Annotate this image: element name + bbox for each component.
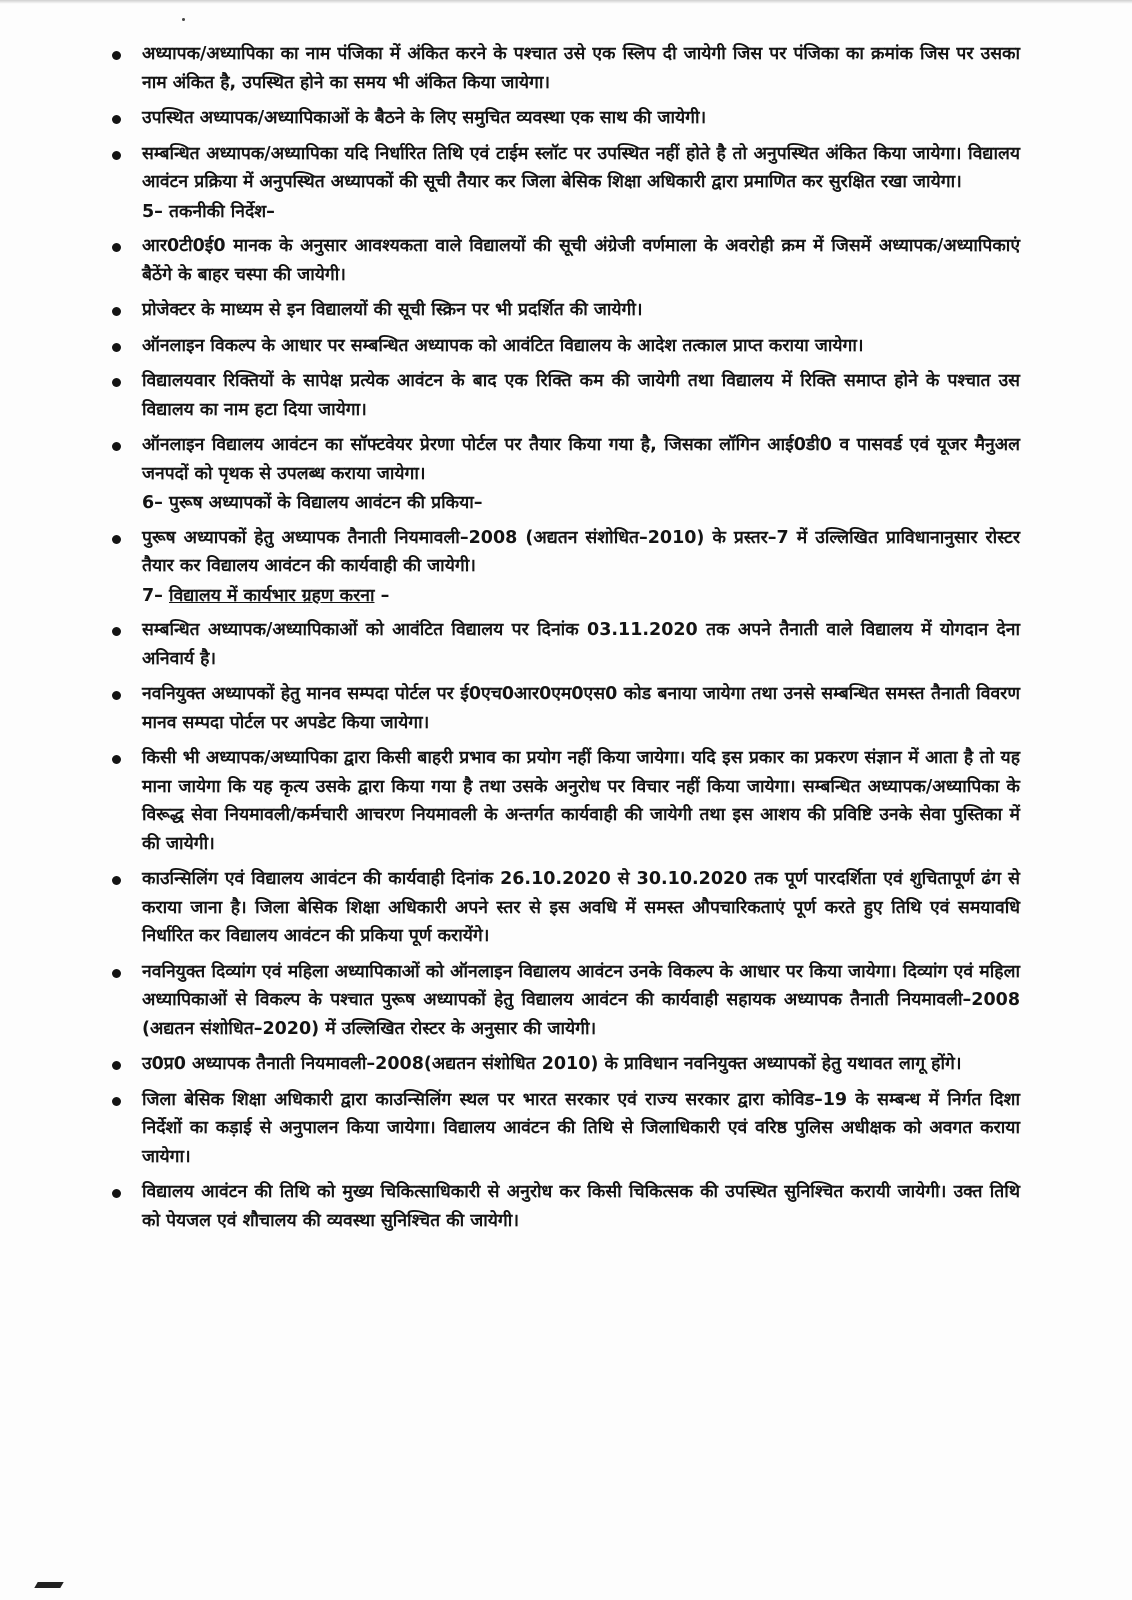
- list-item-text: प्रोजेक्टर के माध्यम से इन विद्यालयों की सूची स्क्रिन पर भी प्रदर्शित की जायेगी।: [142, 300, 643, 320]
- list-item-text: विद्यालय आवंटन की तिथि को मुख्य चिकित्साधिकारी से अनुरोध कर किसी चिकित्सक की उपस्थित सुनिश्चित करायी जायेगी। उक्त तिथि को पेयजल एवं शौचालय की व्यवस्था सुनिश्चित की जायेगी।: [142, 1182, 1020, 1231]
- list-item-text: पुरूष अध्यापकों हेतु अध्यापक तैनाती नियमावली–2008 (अद्यतन संशोधित–2010) के प्रस्तर–7 में उल्लिखित प्राविधानानुसार रोस्टर तैयार कर विद्यालय आवंटन की कार्यवाही की जायेगी।: [142, 527, 1020, 576]
- bullet-icon: [112, 1097, 121, 1106]
- list-item-text: विद्यालयवार रिक्तियों के सापेक्ष प्रत्येक आवंटन के बाद एक रिक्ति कम की जायेगी तथा विद्यालय में रिक्ति समाप्त होने के पश्चात उस विद्यालय का नाम हटा दिया जायेगा।: [142, 371, 1020, 420]
- bullet-icon: [112, 1189, 121, 1198]
- list-item: [112, 332, 1020, 361]
- list-item-text: उ0प्र0 अध्यापक तैनाती नियमावली–2008(अद्यतन संशोधित 2010) के प्राविधान नवनियुक्त अध्यापकों हेतु यथावत लागू होंगे।: [142, 1054, 962, 1074]
- list-item-text: नवनियुक्त दिव्यांग एवं महिला अध्यापिकाओं को ऑनलाइन विद्यालय आवंटन उनके विकल्प के आधार पर किया जायेगा। दिव्यांग एवं महिला अध्यापिकाओं से विकल्प के पश्चात पुरूष अध्यापकों हेतु विद्यालय आवंटन की कार्यवाही सहायक अध्यापक तैनाती नियमावली–2008 (अद्यतन संशोधित–2020) में उल्लिखित रोस्टर के अनुसार की जायेगी।: [142, 961, 1020, 1039]
- list-item: [112, 431, 1020, 488]
- list-item: [112, 296, 1020, 325]
- heading-7-title: विद्यालय में कार्यभार ग्रहण करना: [169, 585, 375, 606]
- bullet-icon: [112, 876, 121, 885]
- list-item: [112, 680, 1020, 737]
- bullet-icon: [112, 691, 121, 700]
- section-heading-5: 5– तकनीकी निर्देश–: [142, 201, 275, 222]
- list-item-text: किसी भी अध्यापक/अध्यापिका द्वारा किसी बाहरी प्रभाव का प्रयोग नहीं किया जायेगा। यदि इस प्रकार का प्रकरण संज्ञान में आता है तो यह माना जायेगा कि यह कृत्य उसके द्वारा किया गया है तथा उसके अनुरोध पर विचार नहीं किया जायेगा। सम्बन्धित अध्यापक/अध्यापिका के विरूद्ध सेवा नियमावली/कर्मचारी आचरण नियमावली के अन्तर्गत कार्यवाही की जायेगी तथा इस आशय की प्रविष्टि उनके सेवा पुस्तिका में की जायेगी।: [142, 748, 1020, 854]
- heading-7-dash: –: [374, 585, 390, 606]
- bullet-icon: [112, 627, 121, 636]
- bullet-icon: [112, 442, 121, 451]
- scan-speck: [182, 18, 185, 21]
- scan-corner-mark: [34, 1582, 63, 1588]
- list-item: [112, 140, 1020, 197]
- list-item-text: उपस्थित अध्यापक/अध्यापिकाओं के बैठने के लिए समुचित व्यवस्था एक साथ की जायेगी।: [142, 108, 707, 128]
- list-item-text: सम्बन्धित अध्यापक/अध्यापिका यदि निर्धारित तिथि एवं टाईम स्लॉट पर उपस्थित नहीं होते है तो अनुपस्थित अंकित किया जायेगा। विद्यालय आवंटन प्रक्रिया में अनुपस्थित अध्यापकों की सूची तैयार कर जिला बेसिक शिक्षा अधिकारी द्वारा प्रमाणित कर सुरक्षित रखा जायेगा।: [142, 143, 1020, 192]
- bullet-icon: [112, 343, 121, 352]
- bullet-icon: [112, 378, 121, 387]
- heading-7-number: 7–: [142, 585, 170, 606]
- bullet-icon: [112, 243, 121, 252]
- bullet-icon: [112, 307, 121, 316]
- list-item-text: जिला बेसिक शिक्षा अधिकारी द्वारा काउन्सिलिंग स्थल पर भारत सरकार एवं राज्य सरकार द्वारा कोविड–19 के सम्बन्ध में निर्गत दिशा निर्देशों का कड़ाई से अनुपालन किया जायेगा। विद्यालय आवंटन की तिथि से जिलाधिकारी एवं वरिष्ठ पुलिस अधीक्षक को अवगत कराया जायेगा।: [142, 1089, 1020, 1167]
- bullet-icon: [112, 755, 121, 764]
- bullet-icon: [112, 115, 121, 124]
- section-heading-7: [112, 582, 1020, 611]
- bullet-icon: [112, 535, 121, 544]
- list-item: [112, 865, 1020, 951]
- list-item-text: ऑनलाइन विद्यालय आवंटन का सॉफ्टवेयर प्रेरणा पोर्टल पर तैयार किया गया है, जिसका लॉगिन आई0डी0 व पासवर्ड एवं यूजर मैनुअल जनपदों को पृथक से उपलब्ध कराया जायेगा।: [142, 435, 1020, 484]
- list-item: [112, 104, 1020, 133]
- section-heading-6: 6– पुरूष अध्यापकों के विद्यालय आवंटन की प्रकिया–: [142, 493, 483, 513]
- list-item: [112, 744, 1020, 858]
- list-item: [112, 616, 1020, 673]
- list-item: [112, 232, 1020, 289]
- list-item: [112, 524, 1020, 581]
- list-item-text: काउन्सिलिंग एवं विद्यालय आवंटन की कार्यवाही दिनांक 26.10.2020 से 30.10.2020 तक पूर्ण पारदर्शिता एवं शुचितापूर्ण ढंग से कराया जाना है। जिला बेसिक शिक्षा अधिकारी अपने स्तर से इस अवधि में समस्त औपचारिकताएं पूर्ण करते हुए तिथि एवं समयावधि निर्धारित कर विद्यालय आवंटन की प्रकिया पूर्ण करायेंगे।: [142, 869, 1020, 946]
- document-body: [112, 40, 1020, 1242]
- list-item-text: आर0टी0ई0 मानक के अनुसार आवश्यकता वाले विद्यालयों की सूची अंग्रेजी वर्णमाला के अवरोही क्रम में जिसमें अध्यापक/अध्यापिकाएं बैठेंगे के बाहर चस्पा की जायेगी।: [142, 236, 1020, 285]
- list-item: [112, 40, 1020, 97]
- list-item-text: सम्बन्धित अध्यापक/अध्यापिकाओं को आवंटित विद्यालय पर दिनांक 03.11.2020 तक अपने तैनाती वाले विद्यालय में योगदान देना अनिवार्य है।: [142, 620, 1020, 669]
- list-item-text: अध्यापक/अध्यापिका का नाम पंजिका में अंकित करने के पश्चात उसे एक स्लिप दी जायेगी जिस पर पंजिका का क्रमांक जिस पर उसका नाम अंकित है, उपस्थित होने का समय भी अंकित किया जायेगा।: [142, 44, 1020, 93]
- list-item: [112, 958, 1020, 1044]
- scan-top-edge: [0, 0, 1132, 4]
- list-item: [112, 1086, 1020, 1172]
- list-item-text: ऑनलाइन विकल्प के आधार पर सम्बन्धित अध्यापक को आवंटित विद्यालय के आदेश तत्काल प्राप्त कराया जायेगा।: [142, 335, 864, 356]
- list-item-text: नवनियुक्त अध्यापकों हेतु मानव सम्पदा पोर्टल पर ई0एच0आर0एम0एस0 कोड बनाया जायेगा तथा उनसे सम्बन्धित समस्त तैनाती विवरण मानव सम्पदा पोर्टल पर अपडेट किया जायेगा।: [142, 684, 1020, 733]
- list-item: [112, 367, 1020, 424]
- bullet-icon: [112, 151, 121, 160]
- list-item: [112, 1050, 1020, 1079]
- bullet-icon: [112, 51, 121, 60]
- bullet-icon: [112, 1061, 121, 1070]
- bullet-icon: [112, 969, 121, 978]
- list-item: [112, 1178, 1020, 1235]
